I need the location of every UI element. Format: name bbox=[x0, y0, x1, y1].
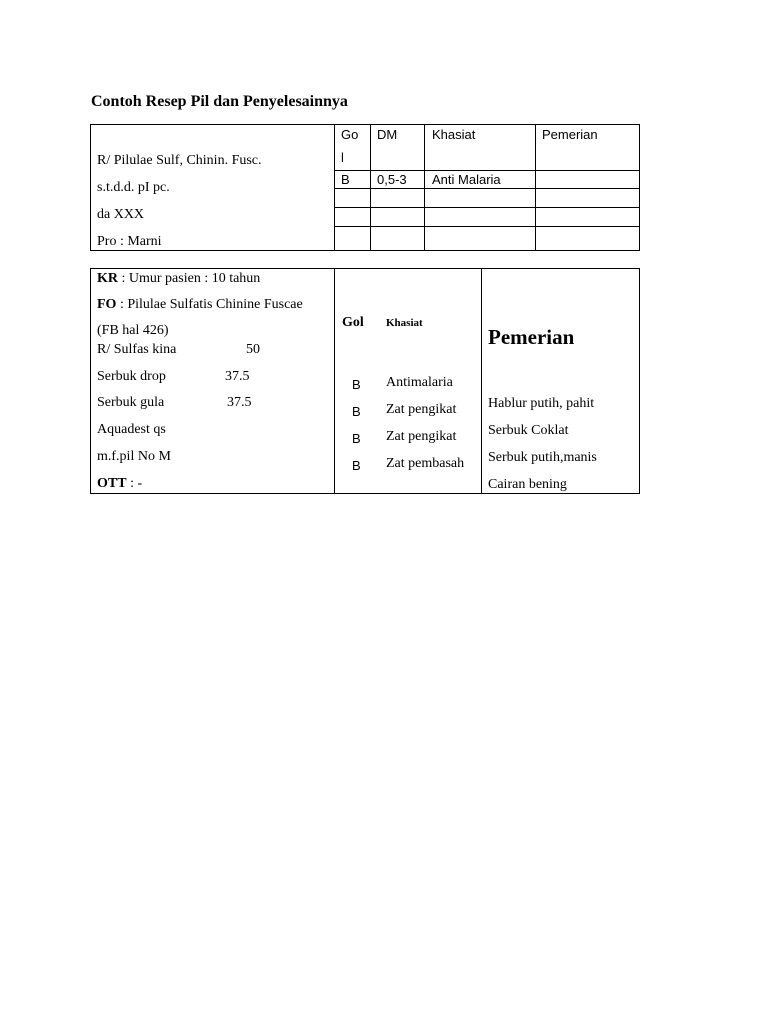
cell-khasiat: Antimalaria bbox=[386, 375, 453, 390]
column-divider bbox=[481, 268, 482, 494]
cell-dm: 0,5-3 bbox=[377, 172, 407, 187]
ingredient-name: Serbuk drop bbox=[97, 369, 166, 384]
cell-gol: B bbox=[341, 172, 350, 187]
fo-label: FO bbox=[97, 297, 117, 312]
row-divider bbox=[334, 207, 640, 208]
ott-label: OTT bbox=[97, 476, 127, 491]
fb-reference: (FB hal 426) bbox=[97, 323, 169, 338]
kr-line bbox=[97, 271, 260, 287]
header-gol-part1: Go bbox=[341, 127, 359, 142]
cell-khasiat: Zat pengikat bbox=[386, 429, 457, 444]
cell-pemerian: Hablur putih, pahit bbox=[488, 396, 595, 411]
row-divider bbox=[334, 170, 640, 171]
kr-label: KR bbox=[97, 271, 118, 286]
fo-text: : Pilulae Sulfatis Chinine Fuscae bbox=[116, 297, 303, 312]
ott-text: : - bbox=[126, 476, 143, 491]
ingredient-name: R/ Sulfas kina bbox=[97, 342, 177, 357]
header-pemerian: Pemerian bbox=[542, 127, 598, 142]
ott-line bbox=[97, 476, 142, 492]
row-divider bbox=[334, 226, 640, 227]
cell-khasiat: Anti Malaria bbox=[432, 172, 501, 187]
cell-gol: B bbox=[352, 458, 361, 473]
cell-gol: B bbox=[352, 404, 361, 419]
fo-line bbox=[97, 297, 303, 313]
prescription-line: s.t.d.d. pI pc. bbox=[97, 180, 170, 195]
ingredient-name: Aquadest qs bbox=[97, 422, 166, 437]
header-khasiat: Khasiat bbox=[432, 127, 476, 142]
cell-pemerian: Serbuk putih,manis bbox=[488, 450, 597, 465]
header-gol: Gol bbox=[342, 315, 364, 330]
cell-gol: B bbox=[352, 431, 361, 446]
cell-gol: B bbox=[352, 377, 361, 392]
header-gol-part2: l bbox=[341, 150, 344, 165]
header-dm: DM bbox=[377, 127, 398, 142]
header-pemerian: Pemerian bbox=[488, 325, 575, 349]
prescription-line: R/ Pilulae Sulf, Chinin. Fusc. bbox=[97, 153, 262, 168]
cell-pemerian: Cairan bening bbox=[488, 477, 567, 492]
page-title: Contoh Resep Pil dan Penyelesainnya bbox=[91, 93, 348, 110]
prescription-line: Pro : Marni bbox=[97, 234, 162, 249]
ingredient-qty: 37.5 bbox=[227, 395, 252, 410]
cell-pemerian: Serbuk Coklat bbox=[488, 423, 569, 438]
cell-khasiat: Zat pengikat bbox=[386, 402, 457, 417]
ingredient-qty: 50 bbox=[246, 342, 260, 357]
ingredient-qty: 37.5 bbox=[225, 369, 250, 384]
ingredient-name: m.f.pil No M bbox=[97, 449, 171, 464]
prescription-line: da XXX bbox=[97, 207, 145, 222]
column-divider bbox=[334, 268, 335, 494]
kr-text: : Umur pasien : 10 tahun bbox=[118, 271, 261, 286]
ingredient-name: Serbuk gula bbox=[97, 395, 165, 410]
header-khasiat: Khasiat bbox=[386, 317, 423, 329]
cell-khasiat: Zat pembasah bbox=[386, 456, 465, 471]
row-divider bbox=[334, 188, 640, 189]
